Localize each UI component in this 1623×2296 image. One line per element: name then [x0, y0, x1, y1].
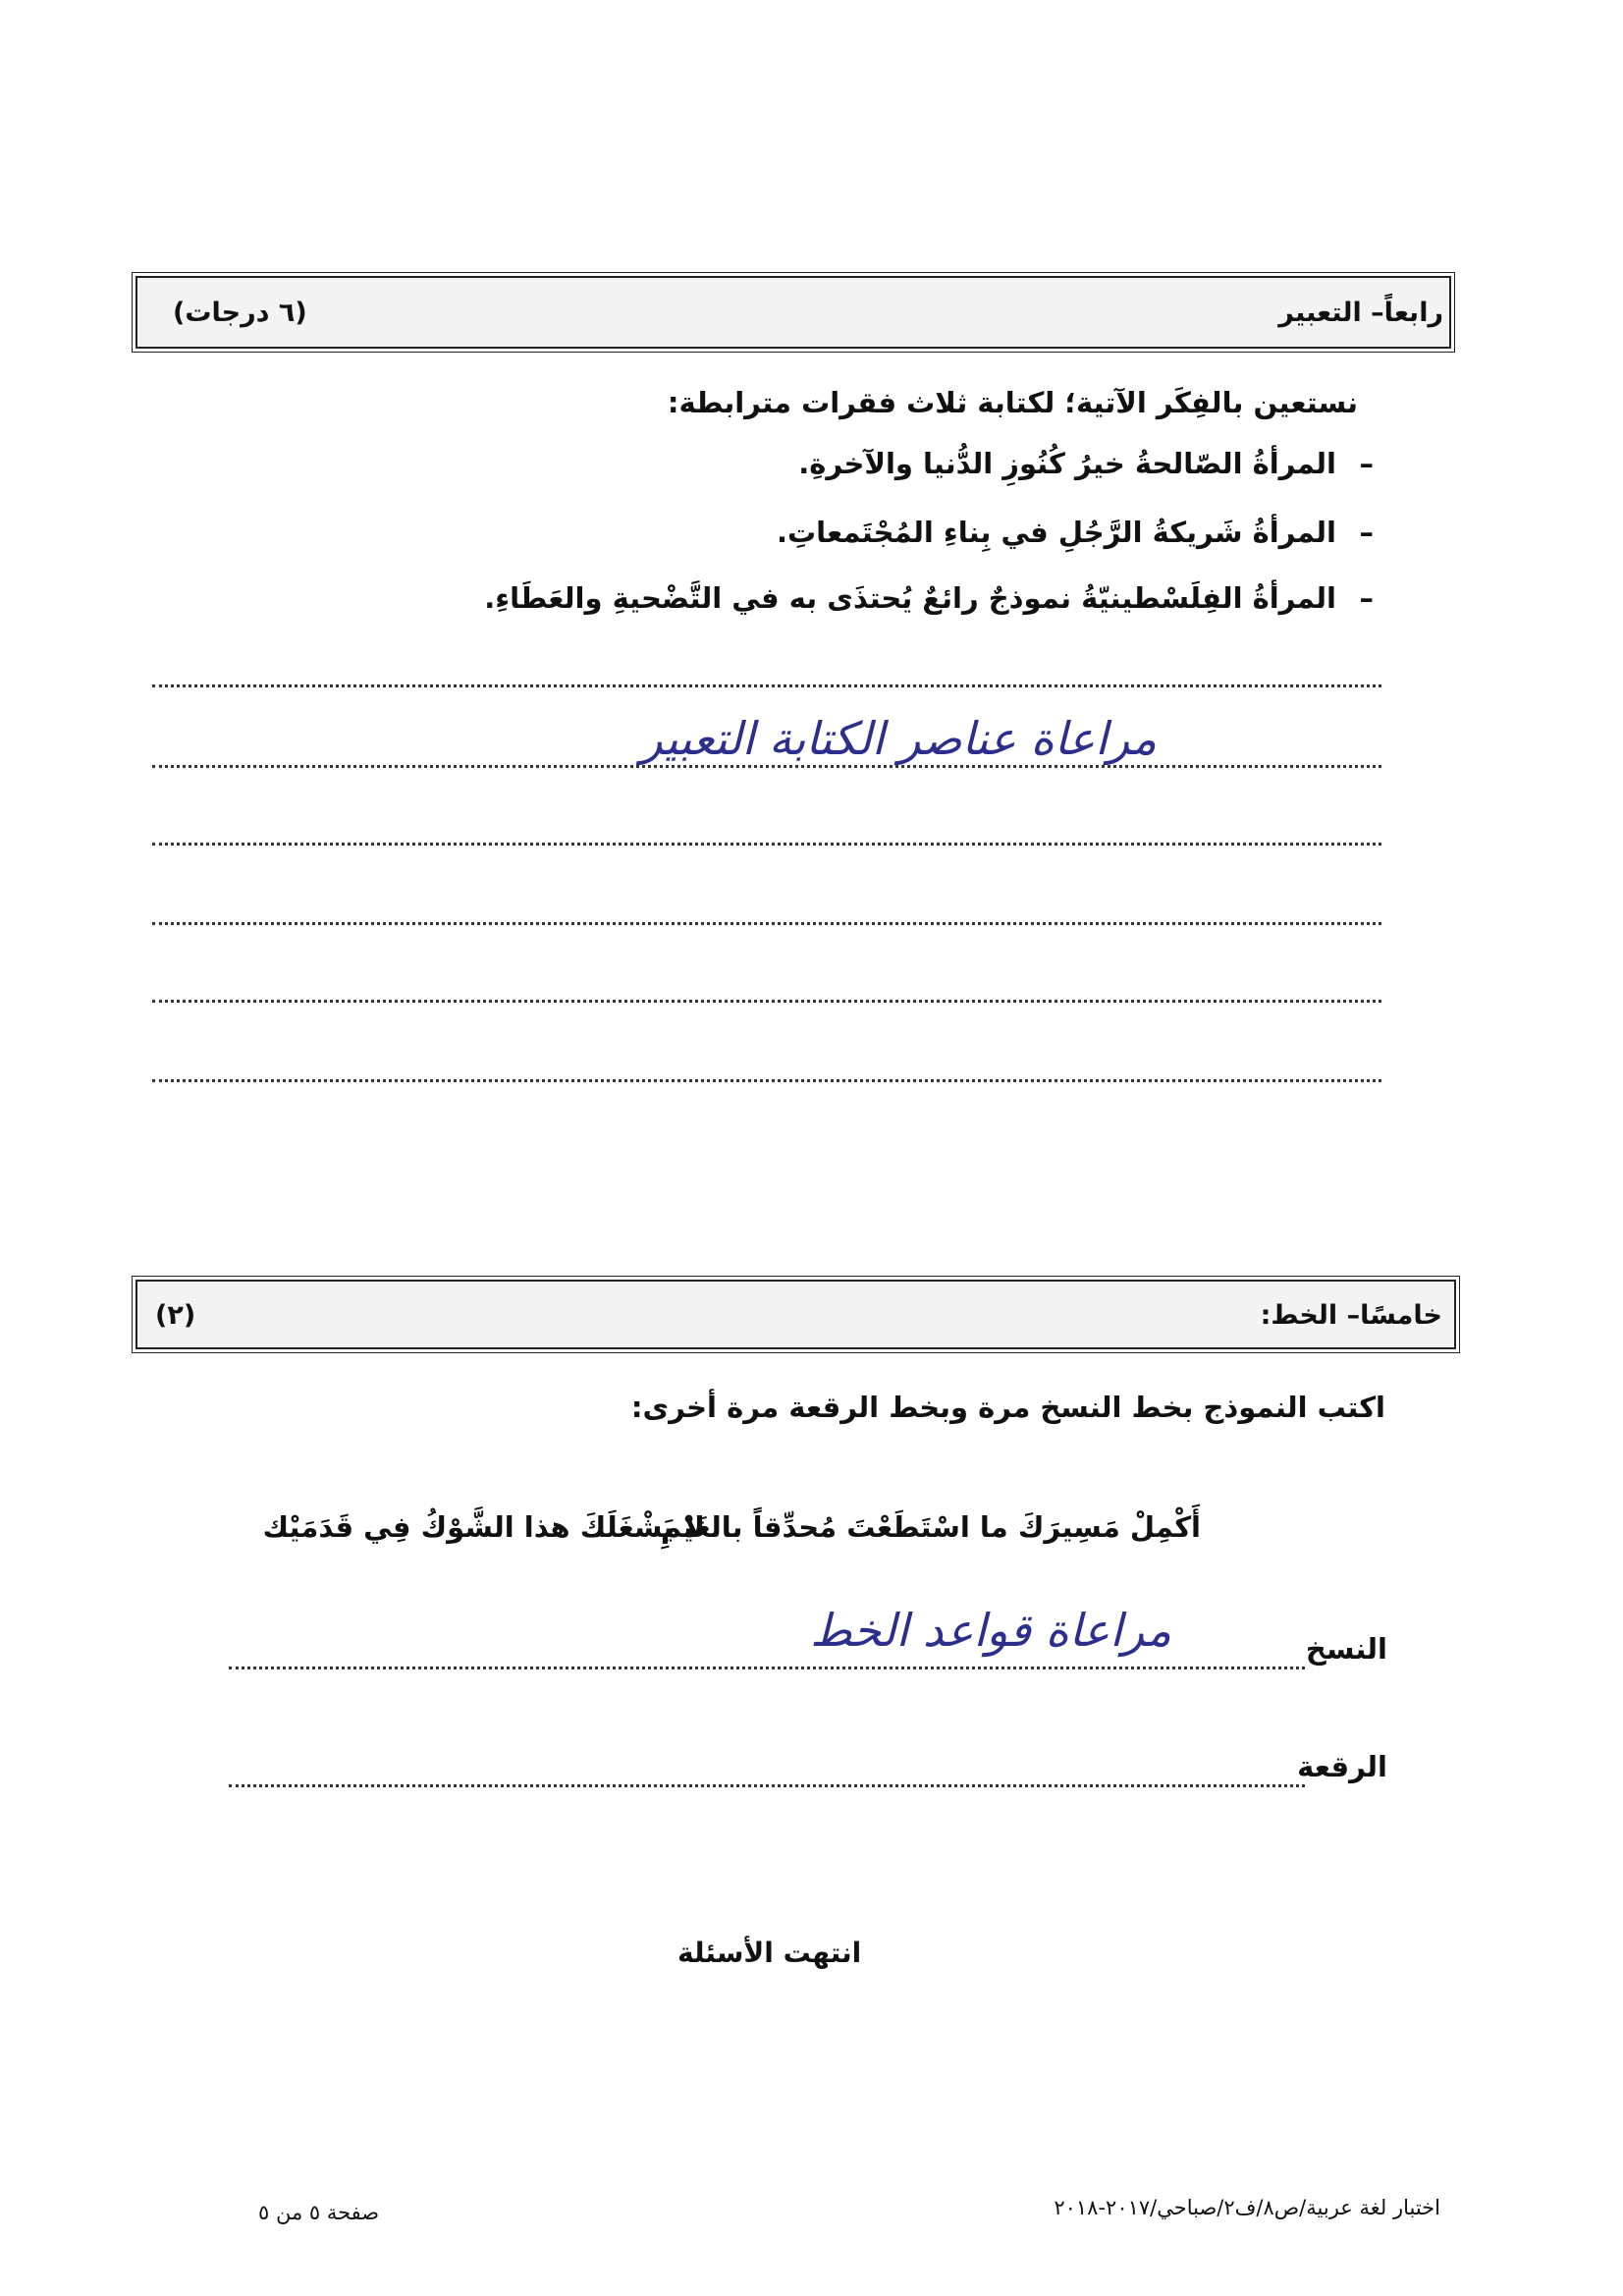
- bullet-text: المرأةُ الصّالحةُ خيرُ كُنُوزِ الدُّنيا والآخرةِ.: [798, 447, 1336, 480]
- section-5-header: [135, 1280, 1456, 1349]
- writing-line: [152, 684, 1381, 687]
- verse-second-hemistich: لا يَشْغَلَكَ هذا الشَّوْكُ فِي قَدَمَيْك: [262, 1510, 705, 1544]
- naskh-writing-line: [229, 1667, 1305, 1669]
- footer-page-number: صفحة ٥ من ٥: [258, 2201, 380, 2224]
- section-4-marks: (٦ درجات): [173, 298, 307, 328]
- bullet-item-3: [484, 581, 1374, 615]
- bullet-item-2: [777, 516, 1374, 549]
- handwritten-answer-calligraphy: مراعاة قواعد الخط: [810, 1604, 1171, 1657]
- ruqaa-writing-line: [229, 1784, 1305, 1787]
- naskh-label: النسخ: [1305, 1632, 1387, 1666]
- verse-first-hemistich: أَكْمِلْ مَسِيرَكَ ما اسْتَطَعْتَ مُحدِّقاً بالغَيْمِ: [660, 1510, 1201, 1544]
- bullet-text: المرأةُ الفِلَسْطينيّةُ نموذجٌ رائعٌ يُحتذَى به في التَّضْحيةِ والعَطَاءِ.: [484, 581, 1336, 615]
- bullet-item-1: [798, 447, 1374, 480]
- writing-line: [152, 1079, 1381, 1082]
- handwritten-answer-expression: مراعاة عناصر الكتابة التعبير: [640, 712, 1157, 765]
- section-5-instruction: اكتب النموذج بخط النسخ مرة وبخط الرقعة مرة أخرى:: [630, 1391, 1385, 1424]
- writing-line: [152, 1000, 1381, 1003]
- footer-exam-info: اختبار لغة عربية/ص٨/ف٢/صباحي/٢٠١٧-٢٠١٨: [1054, 2196, 1440, 2219]
- writing-line: [152, 765, 1381, 768]
- bullet-text: المرأةُ شَريكةُ الرَّجُلِ في بِناءِ المُجْتَمعاتِ.: [776, 516, 1336, 549]
- section-4-instruction: نستعين بالفِكَر الآتية؛ لكتابة ثلاث فقرات مترابطة:: [667, 386, 1358, 419]
- end-of-questions: انتهت الأسئلة: [677, 1937, 862, 1969]
- bullet-marker: –: [1359, 581, 1374, 615]
- section-5-title: خامسًا– الخط:: [1260, 1300, 1442, 1331]
- bullet-marker: –: [1359, 447, 1374, 480]
- writing-line: [152, 843, 1381, 846]
- writing-line: [152, 922, 1381, 925]
- section-4-header: [135, 276, 1451, 349]
- bullet-marker: –: [1359, 516, 1374, 549]
- ruqaa-label: الرقعة: [1297, 1750, 1387, 1783]
- section-5-marks: (٢): [155, 1300, 196, 1331]
- section-4-title: رابعاً– التعبير: [1278, 298, 1443, 328]
